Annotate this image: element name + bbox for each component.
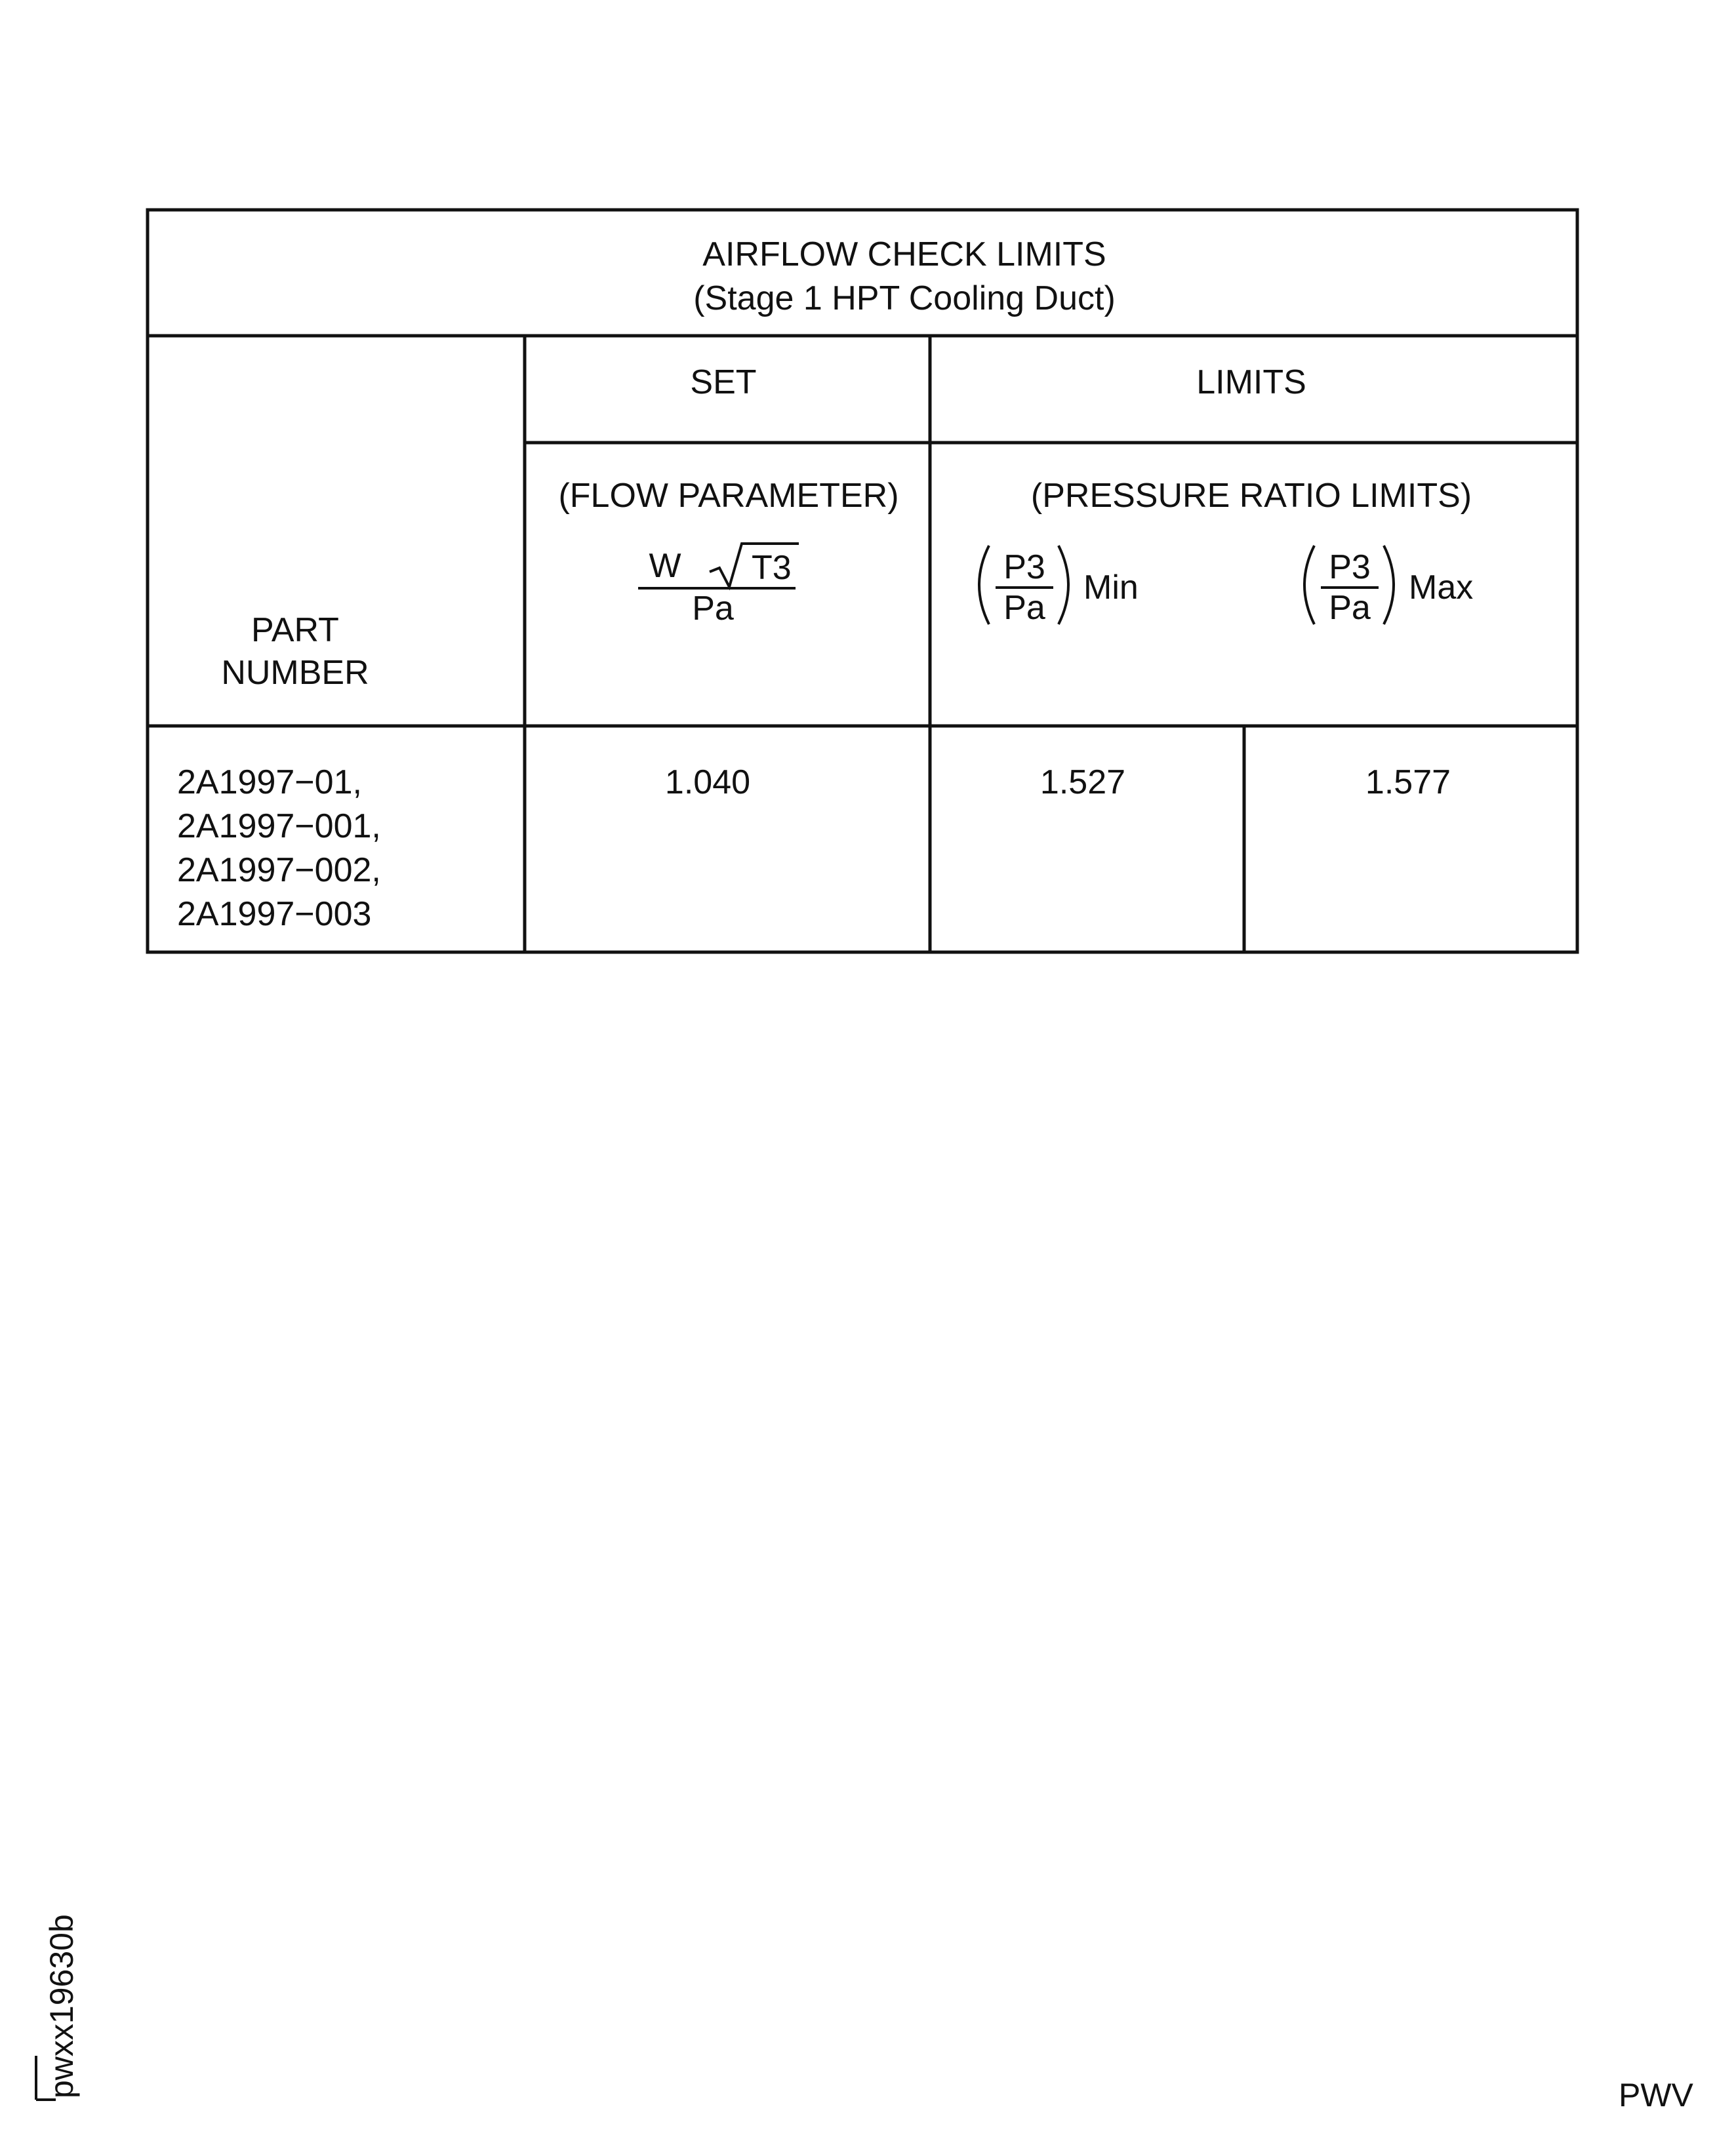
min-value: 1.527 [1040, 763, 1126, 801]
header-pressure-ratio-limits: (PRESSURE RATIO LIMITS) [1030, 477, 1472, 515]
part-number-3: 2A1997−002, [177, 851, 381, 889]
ratio-min-denominator: Pa [1003, 589, 1045, 627]
figure-reference-code: pwxx19630b [43, 1914, 80, 2098]
header-part-number-line2: NUMBER [221, 654, 369, 692]
figure-reference [36, 1914, 80, 2100]
ratio-max-formula [1304, 546, 1473, 627]
footer-code: PWV [1619, 2077, 1693, 2113]
part-number-1: 2A1997−01, [177, 763, 362, 801]
left-paren-icon [979, 546, 989, 624]
part-number-4: 2A1997−003 [177, 895, 372, 933]
formula-w: W [649, 547, 681, 585]
header-limits: LIMITS [1196, 363, 1306, 401]
left-paren-icon [1304, 546, 1314, 624]
formula-pa: Pa [692, 590, 734, 628]
ratio-max-label: Max [1409, 569, 1474, 607]
flow-parameter-formula [638, 544, 799, 628]
part-number-2: 2A1997−001, [177, 807, 381, 845]
ratio-max-denominator: Pa [1329, 589, 1371, 627]
table-title: AIRFLOW CHECK LIMITS [702, 235, 1106, 273]
right-paren-icon [1384, 546, 1394, 624]
table-row [177, 763, 1451, 933]
set-value: 1.040 [664, 763, 751, 801]
ratio-min-formula [979, 546, 1139, 627]
right-paren-icon [1059, 546, 1068, 624]
header-flow-parameter: (FLOW PARAMETER) [558, 477, 899, 515]
ratio-min-label: Min [1083, 569, 1139, 607]
ratio-max-numerator: P3 [1329, 548, 1371, 586]
formula-t3: T3 [752, 549, 792, 587]
header-set: SET [690, 363, 757, 401]
header-part-number-line1: PART [251, 611, 339, 649]
max-value: 1.577 [1365, 763, 1451, 801]
ratio-min-numerator: P3 [1003, 548, 1045, 586]
table-subtitle: (Stage 1 HPT Cooling Duct) [693, 279, 1116, 317]
